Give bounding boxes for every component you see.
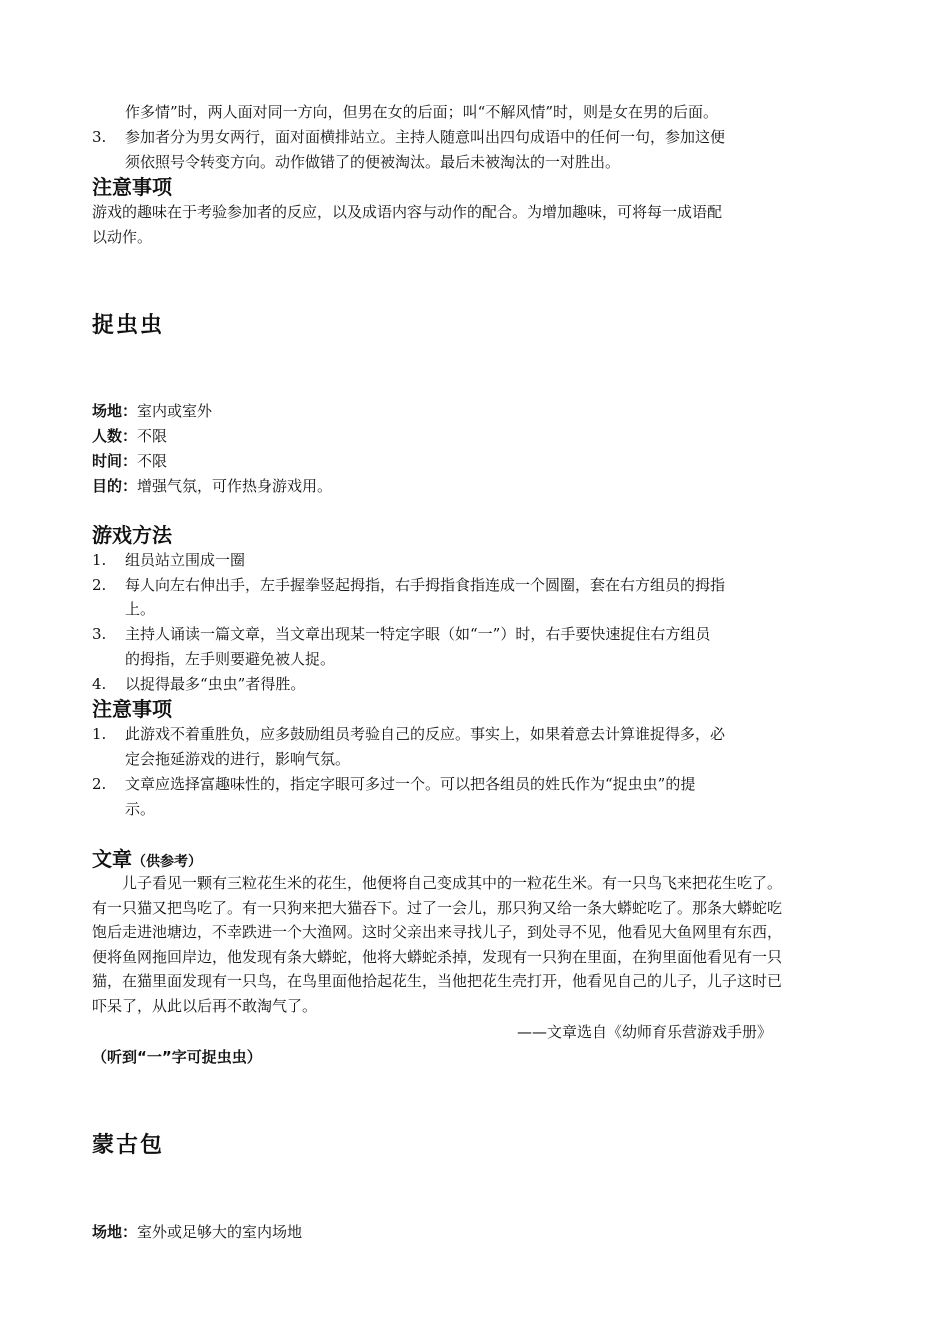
game-title: 捉虫虫 <box>92 313 165 338</box>
notes-num: 1. <box>92 725 107 743</box>
method-line: 主持人诵读一篇文章，当文章出现某一特定字眼（如“一”）时，右手要快速捉住右方组员 <box>125 625 711 643</box>
article-heading-text: 文章 <box>92 847 132 871</box>
method-num: 4. <box>92 675 107 693</box>
venue-value: 室内或室外 <box>137 402 213 420</box>
info-venue <box>92 401 212 421</box>
article-hint: （听到“一”字可捉虫虫） <box>92 1048 262 1066</box>
article-heading-note: （供参考） <box>132 854 202 870</box>
people-label: 人数： <box>92 427 138 445</box>
step-number: 3. <box>92 128 107 146</box>
venue-label: 场地： <box>92 402 138 420</box>
notes-heading: 注意事项 <box>92 175 172 199</box>
article-body: 儿子看见一颗有三粒花生米的花生，他便将自己变成其中的一粒花生米。有一只鸟飞来把花生吃了。有一只猫又把鸟吃了。有一只狗来把大猫吞下。过了一会儿，那只狗又给一条大蟒蛇吃了。那条大蟒蛇吃饱后走进池塘边，不幸跌进一个大渔网。这时父亲出来寻找儿子，到处寻不见，他看见大鱼网里有东西，便将鱼网拖回岸边，他发现有条大蟒蛇，他将大蟒蛇杀掉，发现有一只狗在里面，在狗里面他看见有一只猫，在猫里面发现有一只鸟，在鸟里面他拾起花生，当他把花生壳打开，他看见自己的儿子，儿子这时已吓呆了，从此以后再不敢淘气了。 <box>92 874 783 1015</box>
method-num: 1. <box>92 551 107 569</box>
goal-label: 目的： <box>92 477 138 495</box>
notes-line: 定会拖延游戏的进行，影响气氛。 <box>125 750 351 768</box>
time-value: 不限 <box>137 452 168 470</box>
info-venue <box>92 1222 302 1242</box>
venue-label: 场地： <box>92 1223 138 1241</box>
method-num: 2. <box>92 576 107 594</box>
info-people <box>92 426 167 446</box>
game-title: 蒙古包 <box>92 1133 165 1158</box>
notes-line: 示。 <box>125 800 156 818</box>
step-text-line1: 参加者分为男女两行，面对面横排站立。主持人随意叫出四句成语中的任何一句，参加这便 <box>125 128 726 146</box>
method-line: 组员站立围成一圈 <box>125 551 246 569</box>
people-value: 不限 <box>137 427 168 445</box>
continuation-line: 作多情”时，两人面对同一方向，但男在女的后面；叫“不解风情”时，则是女在男的后面。 <box>125 103 719 121</box>
method-num: 3. <box>92 625 107 643</box>
method-heading: 游戏方法 <box>92 523 172 547</box>
venue-value: 室外或足够大的室内场地 <box>137 1223 303 1241</box>
notes-line: 文章应选择富趣味性的，指定字眼可多过一个。可以把各组员的姓氏作为“捉虫虫”的提 <box>125 775 696 793</box>
notes-line1: 游戏的趣味在于考验参加者的反应，以及成语内容与动作的配合。为增加趣味，可将每一成语配 <box>92 203 723 221</box>
notes-line: 此游戏不着重胜负，应多鼓励组员考验自己的反应。事实上，如果着意去计算谁捉得多，必 <box>125 725 726 743</box>
info-goal <box>92 476 332 496</box>
info-time <box>92 451 167 471</box>
notes-num: 2. <box>92 775 107 793</box>
article-source: ——文章选自《幼师育乐营游戏手册》 <box>516 1023 772 1041</box>
notes-line2: 以动作。 <box>92 228 153 246</box>
goal-value: 增强气氛，可作热身游戏用。 <box>137 477 333 495</box>
step-text-line2: 须依照号令转变方向。动作做错了的便被淘汰。最后未被淘汰的一对胜出。 <box>125 153 621 171</box>
method-line: 上。 <box>125 600 156 618</box>
method-line: 的拇指，左手则要避免被人捉。 <box>125 650 336 668</box>
time-label: 时间： <box>92 452 138 470</box>
notes-heading: 注意事项 <box>92 697 172 721</box>
method-line: 以捉得最多“虫虫”者得胜。 <box>125 675 306 693</box>
method-line: 每人向左右伸出手，左手握拳竖起拇指，右手拇指食指连成一个圆圈，套在右方组员的拇指 <box>125 576 726 594</box>
